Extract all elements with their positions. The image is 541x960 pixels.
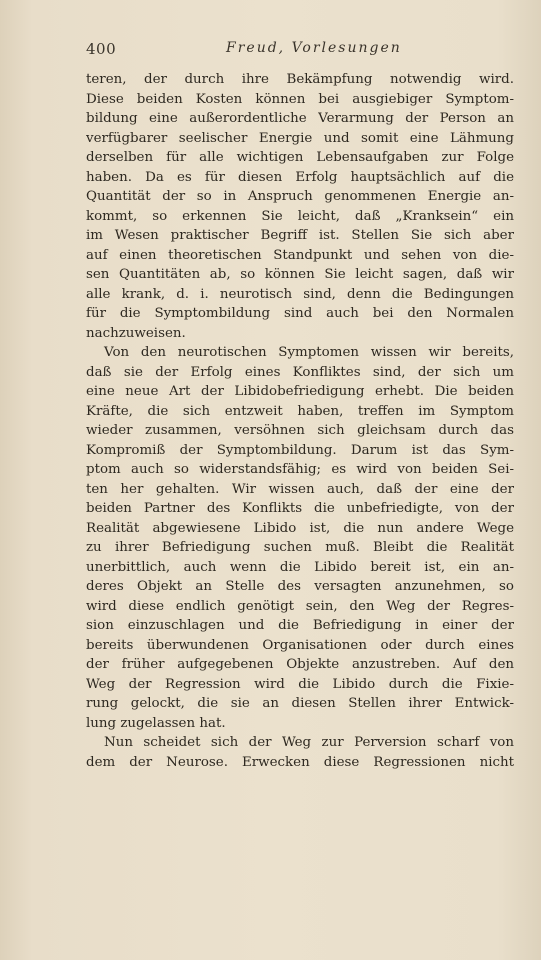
text-line: für die Symptombildung sind auch bei den Normalen xyxy=(86,306,514,321)
text-line: Diese beiden Kosten können bei ausgiebiger Symptom- xyxy=(86,91,514,107)
text-line: wird diese endlich genötigt sein, den Weg der Regres- xyxy=(86,598,514,614)
text-line: derselben für alle wichtigen Lebensaufgaben zur Folge xyxy=(86,150,514,165)
text-line: auf einen theoretischen Standpunkt und sehen von die- xyxy=(86,247,514,263)
paragraph-start-line: Nun scheidet sich der Weg zur Perversion scharf von xyxy=(104,735,514,750)
text-line: sen Quantitäten ab, so können Sie leicht sagen, daß wir xyxy=(86,267,514,282)
text-line: Weg der Regression wird die Libido durch die Fixie- xyxy=(86,676,514,692)
text-line: deres Objekt an Stelle des versagten anzunehmen, so xyxy=(86,579,514,594)
text-line: der früher aufgegebenen Objekte anzustreben. Auf den xyxy=(86,657,514,672)
text-line: Realität abgewiesene Libido ist, die nun andere Wege xyxy=(86,520,514,536)
text-line: kommt, so erkennen Sie leicht, daß „Kranksein“ ein xyxy=(86,208,514,224)
text-line: zu ihrer Befriedigung suchen muß. Bleibt die Realität xyxy=(86,540,514,555)
text-line: sion einzuschlagen und die Befriedigung in einer der xyxy=(86,618,514,633)
text-line: ptom auch so widerstandsfähig; es wird von beiden Sei- xyxy=(86,462,514,477)
text-line: Quantität der so in Anspruch genommenen Energie an- xyxy=(86,189,514,204)
text-line: bildung eine außerordentliche Verarmung der Person an xyxy=(86,111,514,126)
text-line: Kompromiß der Symptombildung. Darum ist das Sym- xyxy=(86,442,514,458)
text-line: beiden Partner des Konflikts die unbefriedigte, von der xyxy=(86,501,514,516)
text-line: Kräfte, die sich entzweit haben, treffen im Symptom xyxy=(86,403,514,419)
page-number: 400 xyxy=(86,40,117,58)
text-line: bereits überwundenen Organisationen oder durch eines xyxy=(86,637,514,653)
text-line: wieder zusammen, versöhnen sich gleichsam durch das xyxy=(86,423,514,438)
text-line: daß sie der Erfolg eines Konfliktes sind, der sich um xyxy=(86,364,514,380)
running-head: Freud, Vorlesungen xyxy=(226,40,402,56)
body-text xyxy=(86,70,514,772)
text-line: haben. Da es für diesen Erfolg hauptsächlich auf die xyxy=(86,169,514,185)
text-line: dem der Neurose. Erwecken diese Regressionen nicht xyxy=(86,754,514,770)
text-line: eine neue Art der Libidobefriedigung erhebt. Die beiden xyxy=(86,384,514,399)
text-line: alle krank, d. i. neurotisch sind, denn die Bedingungen xyxy=(86,286,514,302)
text-line: rung gelockt, die sie an diesen Stellen ihrer Entwick- xyxy=(86,696,514,711)
text-line: ten her gehalten. Wir wissen auch, daß der eine der xyxy=(86,481,514,497)
text-line: nachzuweisen. xyxy=(86,325,186,341)
text-line: teren, der durch ihre Bekämpfung notwendig wird. xyxy=(86,72,514,87)
text-line: unerbittlich, auch wenn die Libido bereit ist, ein an- xyxy=(86,559,514,575)
text-line: im Wesen praktischer Begriff ist. Stellen Sie sich aber xyxy=(86,228,514,243)
paragraph-start-line: Von den neurotischen Symptomen wissen wir bereits, xyxy=(104,345,514,360)
text-line: lung zugelassen hat. xyxy=(86,715,226,731)
text-line: verfügbarer seelischer Energie und somit eine Lähmung xyxy=(86,130,514,146)
page-header xyxy=(86,40,516,64)
